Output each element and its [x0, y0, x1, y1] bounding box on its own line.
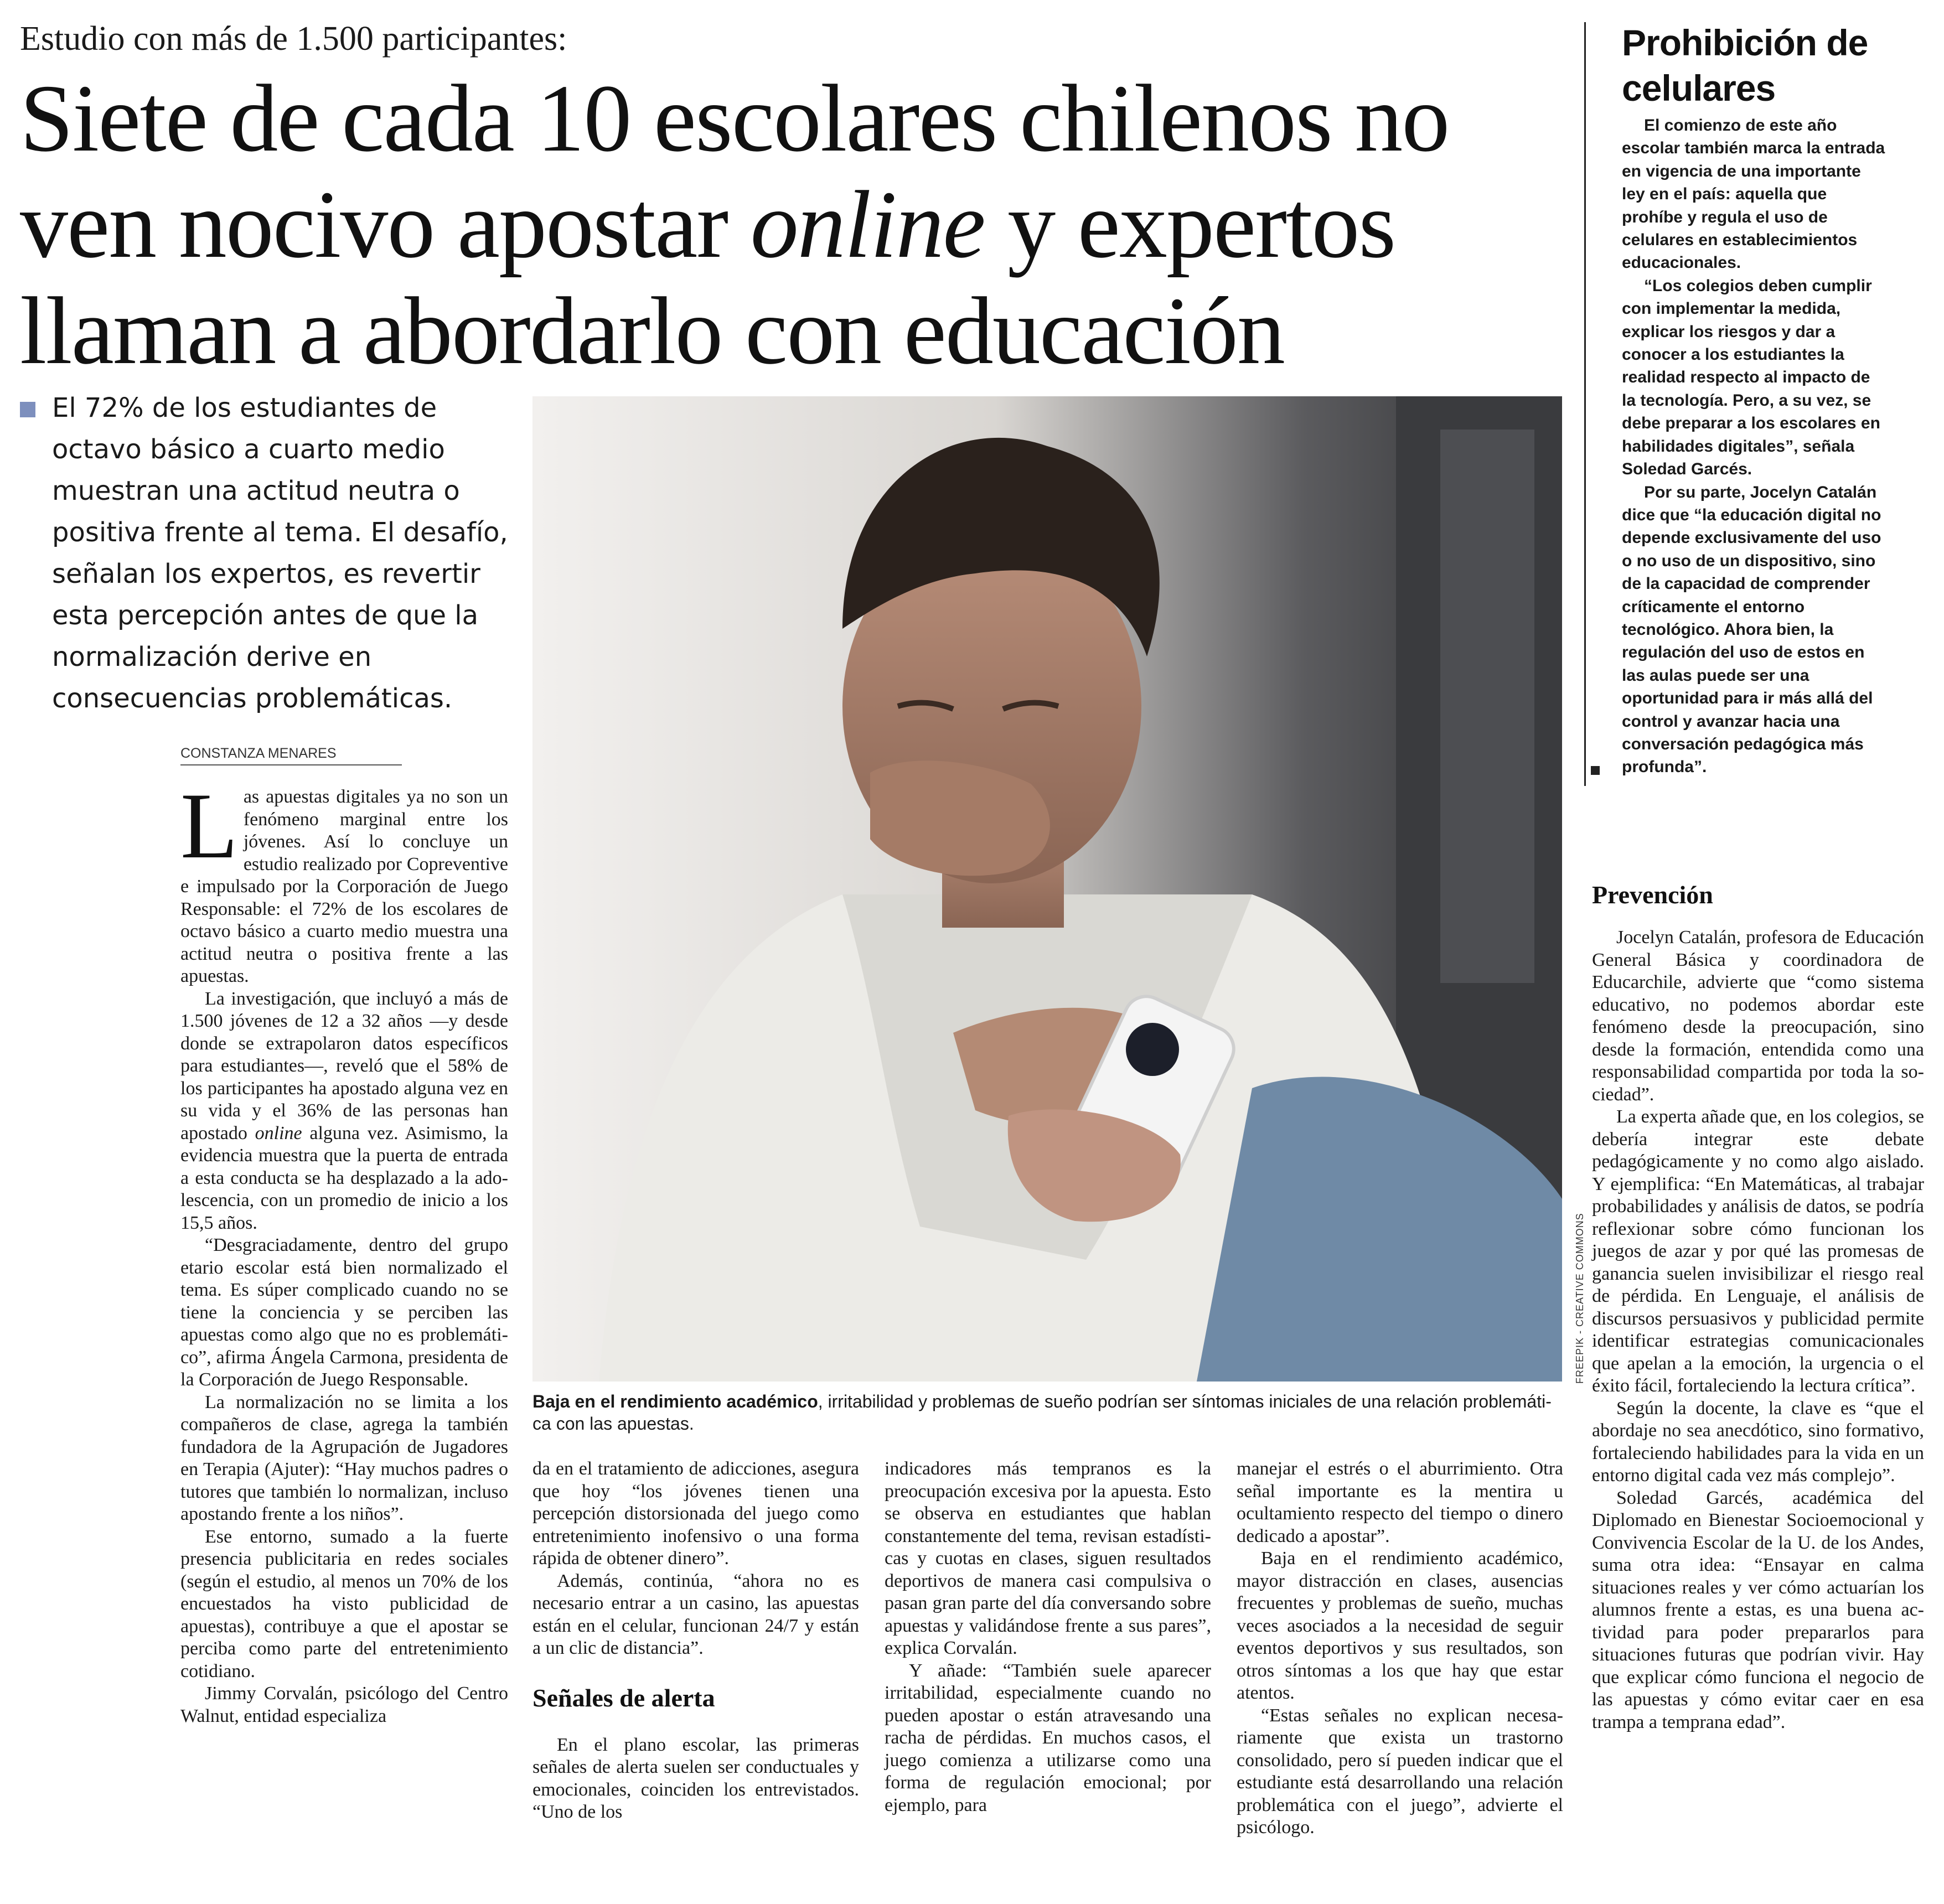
- subhead-prevencion: Prevención: [1592, 881, 1713, 909]
- paragraph-text: La investigación, que incluyó a más de 1.500 jóvenes de 12 a 32 años —y desde donde se extrapolaron datos específicos para estudiantes—, reveló que el 58% de los participantes ha apostado alguna vez en su vida y el 36% de las personas han apostado: [180, 988, 508, 1144]
- caption-text: , irritabilidad y problemas de sueño podrían ser síntomas iniciales de una relación problemática con las apuestas.: [532, 1391, 1552, 1434]
- headline-italic: online: [750, 171, 985, 278]
- paragraph-text: as apuestas digitales ya no son un fenómeno marginal entre los jóvenes. Así lo concluye un estudio realizado por Copreventive e impulsado por la Corporación de Juego Responsable: el 72% de los escolares de octavo básico a cuarto medio muestra una actitud neutra o positiva frente a las apuestas.: [180, 787, 508, 986]
- lead-bullet-icon: [20, 402, 35, 417]
- body-column-4: [1237, 1458, 1563, 1839]
- photo-credit: [1568, 1207, 1590, 1384]
- paragraph: “Desgraciadamente, dentro del grupo etario escolar está bien normalizado el tema. Es súper complicado cuando no se tiene la conciencia y se perciben las apuestas como algo que no es problemático”, afirma Ángela Carmona, presidenta de la Corporación de Juego Responsable.: [180, 1235, 508, 1390]
- paragraph: El comienzo de este año escolar también marca la entrada en vigencia de una importante ley en el país: aquella que prohíbe y regula el uso de celulares en establecimientos educacionales.: [1622, 116, 1885, 272]
- paragraph: Soledad Garcés, académica del Diplomado en Bienestar Socioemocional y Convivencia Escolar de la U. de los Andes, suma otra idea: “Ensayar en calma situaciones reales y ver cómo actuarían los alumnos frente a estas, es una buena actividad para poder prepararlos para situaciones futuras que podrían vivir. Hay que explicar cómo funciona el negocio de las apuestas y cómo evitar caer en esa trampa a temprana edad”.: [1592, 1487, 1924, 1732]
- article-kicker: Estudio con más de 1.500 participantes:: [20, 20, 567, 58]
- paragraph: La experta añade que, en los colegios, se debería integrar este debate pedagógicamente y no como algo aislado. Y ejemplifica: “En Matemáticas, al trabajar probabilidades y análisis de datos, se podría reflexionar sobre cómo funcionan los juegos de azar y por qué las promesas de ganancia suelen invisibilizar el riesgo real de pérdida. En Lenguaje, el análisis de discursos persuasivos y publicidad permite identificar estrategias comunicacionales que apelan a la emoción, la urgencia o el éxito fácil, fortaleciendo la lectura crítica”.: [1592, 1106, 1924, 1396]
- body-column-2: [532, 1458, 859, 1824]
- body-column-3: [885, 1458, 1211, 1817]
- paragraph: Jimmy Corvalán, psicólogo del Centro Walnut, entidad especializa: [180, 1683, 508, 1726]
- body-column-1: [180, 774, 508, 1727]
- photo-caption: [532, 1390, 1562, 1435]
- paragraph: Y añade: “También suele aparecer irritabilidad, especialmente cuando no pueden apostar o están atravesando una racha de pérdidas. En muchos casos, el juego comienza a utilizarse como una forma de regulación emocional; por ejemplo, para: [885, 1660, 1211, 1815]
- caption-bold: Baja en el rendimiento académico: [532, 1391, 818, 1411]
- paragraph: da en el tratamiento de adicciones, asegura que hoy “los jóvenes tienen una percepción distorsionada del juego como entretenimiento inofensivo o una forma rápida de obtener dinero”.: [532, 1458, 859, 1569]
- sidebar-divider: [1584, 22, 1586, 786]
- photo-illustration: [532, 396, 1562, 1382]
- drop-cap: L: [180, 774, 238, 878]
- paragraph: Por su parte, Jocelyn Catalán dice que “la educación digital no depende exclusivamente del uso o no uso de un dispositivo, sino de la capacidad de comprender críticamente el entorno tecnológico. Ahora bien, la regulación del uso de estos en las aulas puede ser una oportunidad para ir más allá del control y avanzar hacia una conversación pedagógica más profunda”.: [1622, 483, 1881, 777]
- paragraph: “Los colegios deben cumplir con implementar la medida, explicar los riesgos y dar a conocer a los estudiantes la realidad respecto al impacto de la tecnología. Pero, a su vez, se debe preparar a los escolares en habilidades digitales”, señala Soledad Garcés.: [1622, 276, 1880, 479]
- body-column-5: [1592, 880, 1924, 1734]
- paragraph: “Estas señales no explican necesariamente que exista un trastorno consolidado, pero sí pueden indicar que el estudiante está desarrollando una relación problemática con el juego”, advierte el psicólogo.: [1237, 1705, 1563, 1838]
- article-photo: [532, 396, 1562, 1382]
- photo-credit-text: FREEPIK - CREATIVE COMMONS: [1574, 1213, 1585, 1384]
- subhead-senales: Señales de alerta: [532, 1683, 715, 1712]
- paragraph: manejar el estrés o el aburrimiento. Otra señal importante es la mentira u ocultamiento respecto del tiempo o dinero dedicado a apostar”.: [1237, 1458, 1563, 1546]
- headline-part-1: Siete de cada 10 escolares chilenos no ven nocivo apostar: [20, 65, 1449, 278]
- paragraph: La normalización no se limita a los compañeros de clase, agrega la también fundadora de la Agrupación de Jugadores en Terapia (Ajuter): “Hay muchos padres o tutores que también lo normalizan, incluso apostando frente a los niños”.: [180, 1391, 508, 1524]
- paragraph: indicadores más tempranos es la preocupación excesiva por la apuesta. Esto se observa en estudiantes que hablan constantemente del tema, revisan estadísticas y cuotas en clases, siguen resultados deportivos de manera casi compulsiva o pasan gran parte del día conversando sobre apuestas y validándose frente a sus pares”, explica Corvalán.: [885, 1458, 1211, 1658]
- paragraph: Jocelyn Catalán, profesora de Educación General Básica y coordinadora de Educarchile, advierte que “como sistema educativo, no podemos abordar este fenómeno desde la preocupación, sino desde la formación, entendida como una responsabilidad compartida por toda la sociedad”.: [1592, 927, 1924, 1105]
- headline-part-2: y expertos llaman a abordarlo con educación: [20, 171, 1395, 384]
- paragraph: [180, 774, 508, 988]
- article-headline: [20, 65, 1470, 384]
- paragraph-text: alguna vez. Asimismo, la evidencia muestra que la puerta de entrada a esta conducta se ha desplazado a la adolescencia, con un promedio de inicio a los 15,5 años.: [180, 1122, 508, 1233]
- paragraph: Ese entorno, sumado a la fuerte presencia publicitaria en redes sociales (según el estudio, al menos un 70% de los encuestados ha visto publicidad de apuestas), contribuye a que el apostar se perciba como parte del entretenimiento cotidiano.: [180, 1526, 508, 1681]
- byline: CONSTANZA MENARES: [180, 744, 402, 765]
- paragraph: Baja en el rendimiento académico, mayor distracción en clases, ausencias frecuentes y problemas de sueño, muchas veces asociados a la necesidad de seguir eventos deportivos y sus resultados, son otros síntomas a los que hay que estar atentos.: [1237, 1548, 1563, 1703]
- paragraph: En el plano escolar, las primeras señales de alerta suelen ser conductuales y emocionales, coinciden los entrevistados. “Uno de los: [532, 1734, 859, 1822]
- lead-text: El 72% de los estudiantes de octavo básico a cuarto medio muestran una actitud neutra o positiva frente al tema. El desafío, señalan los expertos, es revertir esta percepción antes de que la normalización derive en consecuencias problemáticas.: [52, 392, 508, 714]
- italic-term: online: [255, 1122, 302, 1144]
- paragraph: Según la docente, la clave es “que el abordaje no sea anecdótico, sino formativo, fortaleciendo habilidades para la vida en un entorno digital cada vez más complejo”.: [1592, 1398, 1924, 1486]
- sidebar-body: [1622, 114, 1886, 779]
- paragraph: Además, continúa, “ahora no es necesario entrar a un casino, las apuestas están en el celular, funcionan 24/7 y están a un clic de distancia”.: [532, 1570, 859, 1658]
- sidebar-end-mark: [1591, 766, 1600, 775]
- paragraph: [180, 988, 508, 1235]
- sidebar-title: Prohibición de celulares: [1622, 22, 1868, 108]
- article-lead: [20, 387, 513, 720]
